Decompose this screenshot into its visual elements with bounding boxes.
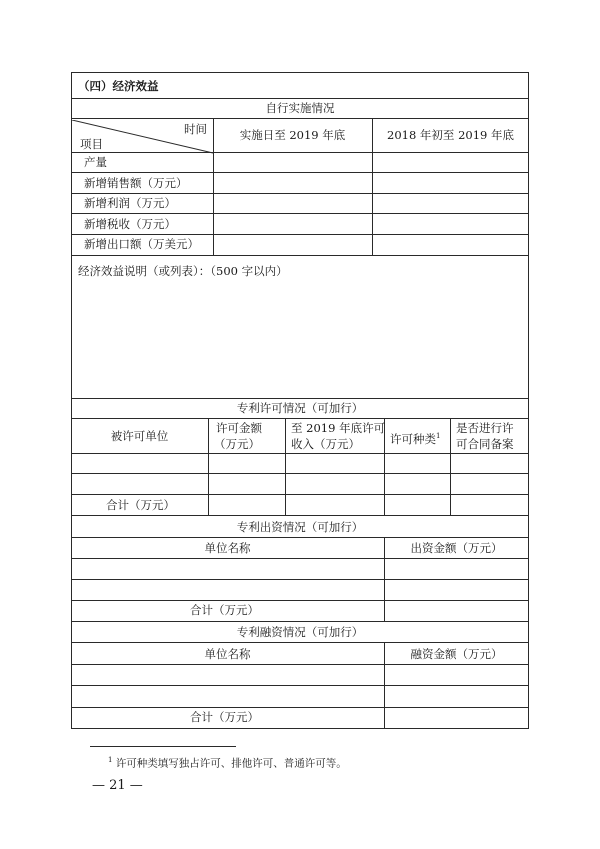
col-investment-unit: 单位名称 <box>204 541 251 555</box>
row-divider <box>71 558 529 559</box>
investment-total-label: 合计（万元） <box>190 603 259 617</box>
row-divider <box>71 193 529 194</box>
investment-header: 专利出资情况（可加行） <box>236 520 364 534</box>
col-financing-unit: 单位名称 <box>204 647 251 661</box>
row-divider <box>71 213 529 214</box>
col-license-type: 许可种类$^1$ <box>390 431 441 446</box>
col-license-income-line2: 收入（万元） <box>291 437 360 451</box>
row-divider <box>71 494 529 495</box>
financing-total-label: 合计（万元） <box>190 710 259 724</box>
column-divider <box>208 418 209 515</box>
row-divider <box>71 600 529 601</box>
row-label-new-sales: 新增销售额（万元） <box>84 176 188 190</box>
row-divider <box>71 621 529 622</box>
corner-label-time: 时间 <box>184 122 207 136</box>
row-divider <box>71 685 529 686</box>
row-divider <box>71 255 529 256</box>
row-label-new-profit: 新增利润（万元） <box>84 196 176 210</box>
col-licensee: 被许可单位 <box>110 429 169 443</box>
row-divider <box>71 664 529 665</box>
section-title: （四）经济效益 <box>78 79 159 93</box>
footnote <box>108 754 347 771</box>
row-divider <box>71 473 529 474</box>
row-divider <box>71 642 529 643</box>
footnote-mark: 1 <box>108 756 113 764</box>
col-license-income-line1: 至 2019 年底许可 <box>291 421 386 435</box>
self-impl-header: 自行实施情况 <box>265 101 335 115</box>
col-license-amount-line2: （万元） <box>214 437 260 451</box>
col-investment-amount: 出资金额（万元） <box>410 541 503 555</box>
row-divider <box>71 172 529 173</box>
col-contract-record-line2: 可合同备案 <box>456 437 514 451</box>
row-divider <box>71 515 529 516</box>
row-label-new-export: 新增出口额（万美元） <box>84 237 199 251</box>
row-divider <box>71 398 529 399</box>
footnote-separator <box>90 746 236 747</box>
license-header: 专利许可情况（可加行） <box>236 401 364 415</box>
footnote-ref: 1 <box>436 432 441 440</box>
row-divider <box>71 537 529 538</box>
page-number: — 21 — <box>92 778 143 793</box>
row-divider <box>71 707 529 708</box>
col-license-amount-line1: 许可金额 <box>216 421 262 435</box>
row-divider <box>71 579 529 580</box>
col-impl-to-2019: 实施日至 2019 年底 <box>239 128 346 142</box>
row-label-output: 产量 <box>84 155 107 169</box>
column-divider <box>285 418 286 515</box>
row-label-new-tax: 新增税收（万元） <box>84 217 176 231</box>
license-total-label: 合计（万元） <box>106 498 175 512</box>
col-2018-to-2019: 2018 年初至 2019 年底 <box>387 128 514 142</box>
col-contract-record-line1: 是否进行许 <box>456 421 514 435</box>
row-divider <box>71 453 529 454</box>
column-divider <box>450 418 451 515</box>
financing-header: 专利融资情况（可加行） <box>236 625 364 639</box>
row-divider <box>71 418 529 419</box>
corner-label-item: 项目 <box>80 137 103 151</box>
row-divider <box>71 118 529 119</box>
row-divider <box>71 98 529 99</box>
col-financing-amount: 融资金额（万元） <box>410 647 503 661</box>
row-divider <box>71 234 529 235</box>
footnote-text: 许可种类填写独占许可、排他许可、普通许可等。 <box>115 757 347 770</box>
benefit-description-label: 经济效益说明（或列表）：（500 字以内） <box>78 264 288 278</box>
